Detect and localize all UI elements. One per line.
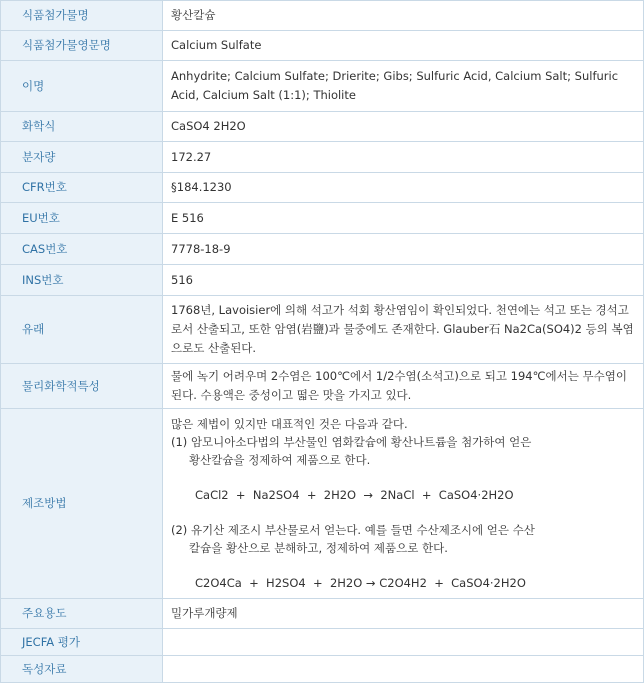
table-row xyxy=(1,112,644,142)
table-row xyxy=(1,173,644,203)
row-value: 밀가루개량제 xyxy=(163,599,644,629)
method-step-1-cont: 황산칼슘을 정제하여 제품으로 한다. xyxy=(189,453,371,467)
row-label: EU번호 xyxy=(1,203,163,234)
row-label: 물리화학적특성 xyxy=(1,364,163,409)
row-value: Anhydrite; Calcium Sulfate; Drierite; Gibs; Sulfuric Acid, Calcium Salt; Sulfuric Acid, Calcium Salt (1:1); Thiolite xyxy=(163,61,644,112)
row-value: CaSO4 2H2O xyxy=(163,112,644,142)
row-value xyxy=(163,629,644,656)
table-row xyxy=(1,1,644,31)
table-row xyxy=(1,203,644,234)
table-row xyxy=(1,234,644,265)
manufacturing-method xyxy=(163,409,644,599)
row-label: INS번호 xyxy=(1,265,163,296)
row-label: 식품첨가물명 xyxy=(1,1,163,31)
row-label: 분자량 xyxy=(1,142,163,173)
table-row xyxy=(1,296,644,364)
reaction-equation-2: C2O4Ca + H2SO4 + 2H2O → C2O4H2 + CaSO4·2H2O xyxy=(195,576,526,590)
table-row xyxy=(1,142,644,173)
row-value: 물에 녹기 어려우며 2수염은 100℃에서 1/2수염(소석고)으로 되고 194℃에서는 무수염이된다. 수용액은 중성이고 떫은 맛을 가지고 있다. xyxy=(163,364,644,409)
table-row xyxy=(1,629,644,656)
row-label: 제조방법 xyxy=(1,409,163,599)
row-label: CAS번호 xyxy=(1,234,163,265)
method-step-2: (2) 유기산 제조시 부산물로서 얻는다. 예를 들면 수산제조시에 얻은 수산 xyxy=(171,523,535,537)
table-row xyxy=(1,61,644,112)
table-row xyxy=(1,265,644,296)
row-value: 1768년, Lavoisier에 의해 석고가 석회 황산염임이 확인되었다. 천연에는 석고 또는 경석고로서 산출되고, 또한 암염(岩鹽)과 물중에도 존재한다. Glauber石 Na2Ca(SO4)2 등의 복염으로도 산출된다. xyxy=(163,296,644,364)
row-value: E 516 xyxy=(163,203,644,234)
row-label: 화학식 xyxy=(1,112,163,142)
row-label: JECFA 평가 xyxy=(1,629,163,656)
row-label: 유래 xyxy=(1,296,163,364)
table-row xyxy=(1,599,644,629)
row-value: 황산칼슘 xyxy=(163,1,644,31)
row-value: 516 xyxy=(163,265,644,296)
row-label: 이명 xyxy=(1,61,163,112)
row-label: 독성자료 xyxy=(1,656,163,683)
row-value: §184.1230 xyxy=(163,173,644,203)
table-row xyxy=(1,364,644,409)
row-label: 주요용도 xyxy=(1,599,163,629)
method-intro: 많은 제법이 있지만 대표적인 것은 다음과 같다. xyxy=(171,417,408,431)
table-row xyxy=(1,409,644,599)
row-label: 식품첨가물영문명 xyxy=(1,31,163,61)
row-value: Calcium Sulfate xyxy=(163,31,644,61)
method-step-1: (1) 암모니아소다법의 부산물인 염화칼슘에 황산나트륨을 첨가하여 얻은 xyxy=(171,435,532,449)
method-step-2-cont: 칼슘을 황산으로 분해하고, 정제하여 제품으로 한다. xyxy=(189,541,448,555)
reaction-equation-1: CaCl2 + Na2SO4 + 2H2O → 2NaCl + CaSO4·2H2O xyxy=(195,488,514,502)
row-label: CFR번호 xyxy=(1,173,163,203)
row-value: 172.27 xyxy=(163,142,644,173)
table-row xyxy=(1,31,644,61)
table-row xyxy=(1,656,644,683)
row-value xyxy=(163,656,644,683)
row-value: 7778-18-9 xyxy=(163,234,644,265)
